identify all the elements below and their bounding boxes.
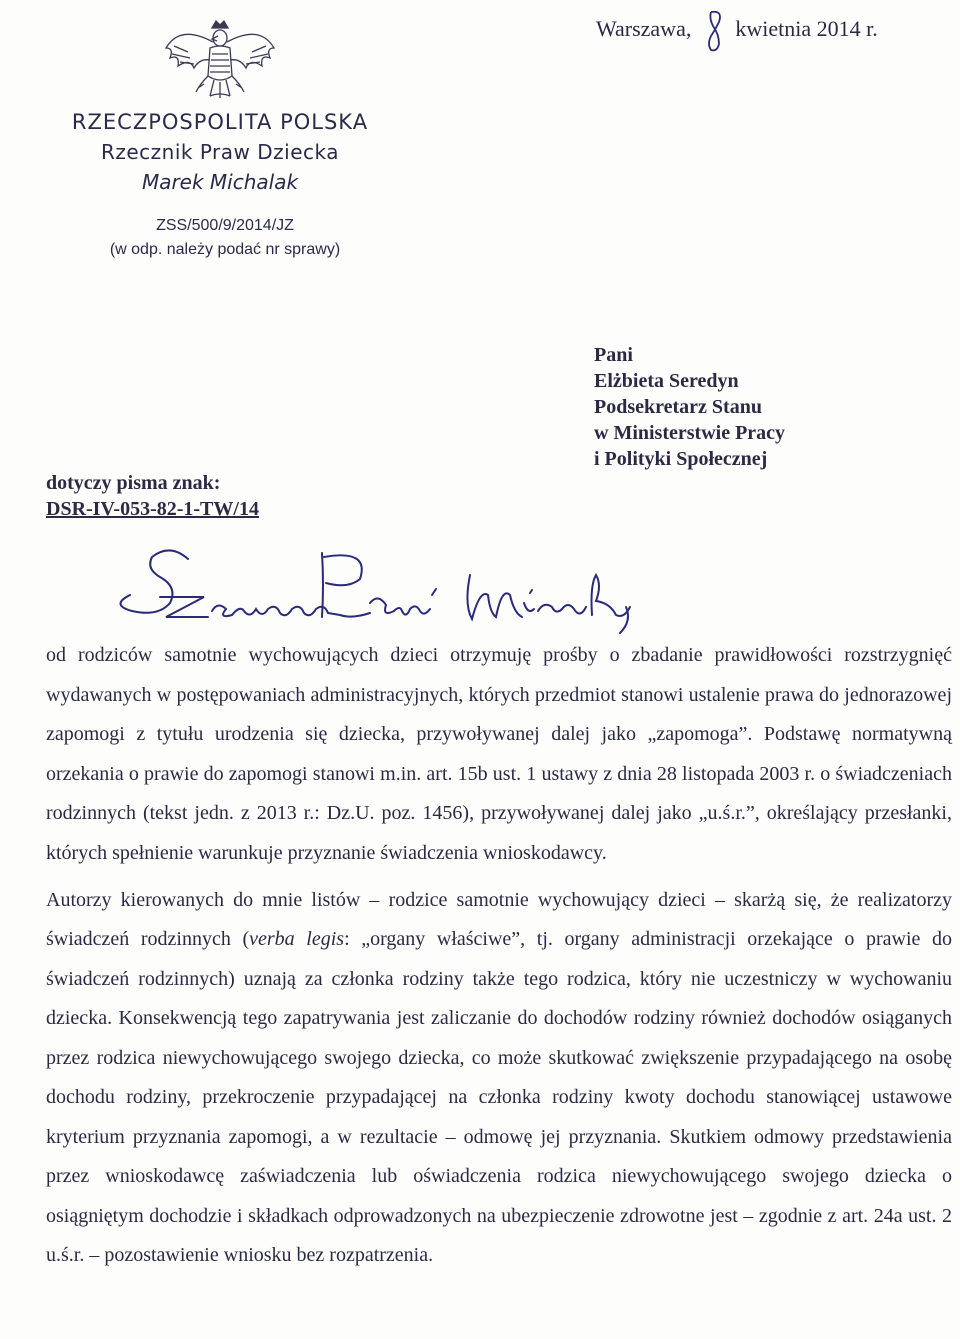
recipient-title: Pani — [594, 344, 633, 366]
handwritten-salutation — [40, 545, 640, 645]
concerns-block — [46, 470, 259, 522]
date-month-year: kwietnia 2014 r. — [735, 16, 878, 41]
institution-name: RZECZPOSPOLITA POLSKA — [71, 110, 369, 134]
recipient-ministry-2: i Polityki Społecznej — [594, 448, 768, 470]
recipient-position: Podsekretarz Stanu — [594, 396, 762, 418]
recipient-block — [594, 342, 785, 472]
polish-eagle-emblem — [160, 18, 280, 100]
institution-office: Rzecznik Praw Dziecka — [100, 140, 339, 164]
latin-phrase: verba legis — [249, 928, 345, 951]
reference-number: ZSS/500/9/2014/JZ — [156, 217, 294, 234]
body-paragraph-2-part-2: : „organy właściwe”, tj. organy administracji orzekające o prawie do świadczeń rodzinnych) uznają za członka rodziny także tego rodzica, który nie uczestniczy w wychowaniu dziecka. Konsekwencją tego zapatrywania jest zaliczanie do dochodów rodziny również dochodów osiąganych przez rodzica niewychowującego swojego dziecka, co może skutkować zwiększenie przypadającego na osobę dochodu rodziny, przekroczenie przypadającej na członka rodziny kwoty dochodu stanowiącej ustawowe kryterium przyznania zapomogi, a w rezultacie – odmowę jej przyznania. Skutkiem odmowy przedstawienia przez wnioskodawcę zaświadczenia lub oświadczenia rodzica niewychowującego swojego dziecka o osiągniętym dochodzie i składkach odprowadzonych na ubezpieczenie zdrowotne jest – zgodnie z art. 24a ust. 2 u.ś.r. – pozostawienie wniosku bez rozpatrzenia. — [46, 928, 953, 1267]
letter-date — [596, 16, 878, 42]
letter-body — [46, 636, 952, 1276]
body-paragraph-2 — [46, 881, 952, 1276]
date-city: Warszawa, — [596, 16, 692, 41]
body-paragraph-2-part-1: Autorzy kierowanych do mnie listów – rodzice samotnie wychowujący dzieci – skarżą się, że realizatorzy świadczeń rodzinnych ( — [46, 888, 952, 951]
concerns-code: DSR-IV-053-82-1-TW/14 — [46, 498, 259, 520]
reference-note: (w odp. należy podać nr sprawy) — [109, 241, 341, 258]
official-name: Marek Michalak — [141, 170, 299, 194]
handwritten-day-8 — [703, 8, 729, 54]
recipient-ministry: w Ministerstwie Pracy — [594, 422, 786, 444]
recipient-name: Elżbieta Seredyn — [594, 370, 739, 392]
concerns-label: dotyczy pisma znak: — [46, 472, 221, 494]
body-paragraph-1: od rodziców samotnie wychowujących dzieci otrzymuję prośby o zbadanie prawidłowości rozstrzygnięć wydawanych w postępowaniach administracyjnych, których przedmiot stanowi ustalenie prawa do jednorazowej zapomogi z tytułu urodzenia się dziecka, przywoływanej dalej jako „zapomoga”. Podstawę normatywną orzekania o prawie do zapomogi stanowi m.in. art. 15b ust. 1 ustawy z dnia 28 listopada 2003 r. o świadczeniach rodzinnych (tekst jedn. z 2013 r.: Dz.U. poz. 1456), przywoływanej dalej jako „u.ś.r.”, określający przesłanki, których spełnienie warunkuje przyznanie świadczenia wnioskodawcy. — [46, 644, 952, 864]
